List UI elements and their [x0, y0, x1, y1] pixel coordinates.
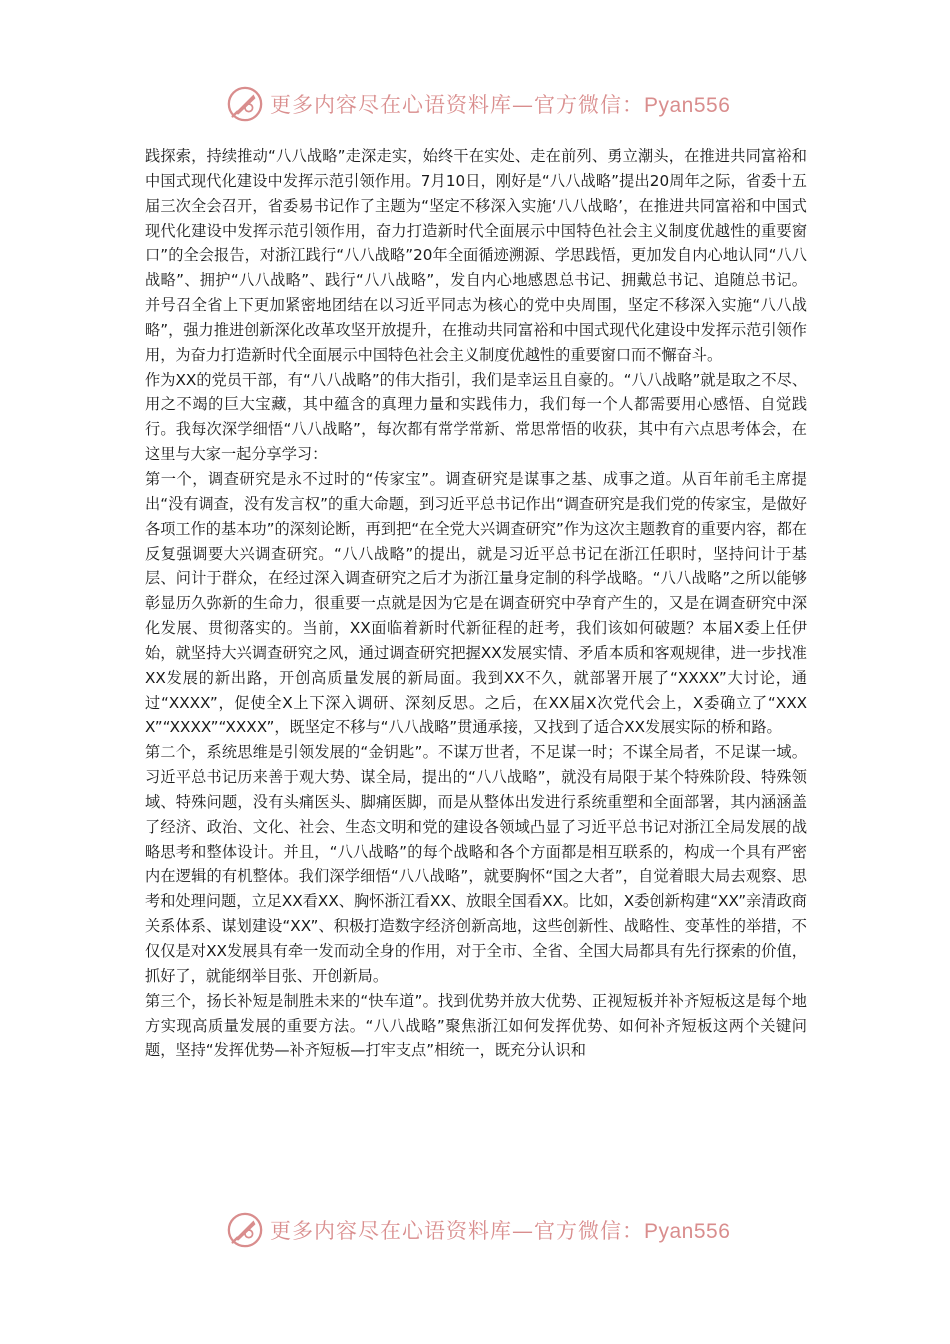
header-banner-wechat: Pyan556	[644, 94, 731, 117]
quill-logo-icon	[226, 1211, 264, 1249]
header-watermark-banner	[226, 82, 731, 126]
footer-banner-wechat: Pyan556	[644, 1220, 731, 1243]
paragraph-5: 第三个，扬长补短是制胜未来的“快车道”。找到优势并放大优势、正视短板并补齐短板这是每个地方实现高质量发展的重要方法。“八八战略”聚焦浙江如何发挥优势、如何补齐短板这两个关键问题，坚持“发挥优势—补齐短板—打牢支点”相统一，既充分认识和	[145, 991, 807, 1060]
document-body	[145, 144, 807, 1063]
paragraph-2: 作为XX的党员干部，有“八八战略”的伟大指引，我们是幸运且自豪的。“八八战略”就是取之不尽、用之不竭的巨大宝藏，其中蕴含的真理力量和实践伟力，我们每一个人都需要用心感悟、自觉践行。我每次深学细悟“八八战略”，每次都有常学常新、常思常悟的收获，其中有六点思考体会，在这里与大家一起分享学习：	[145, 370, 807, 464]
quill-logo-icon	[226, 85, 264, 123]
paragraph-4: 第二个，系统思维是引领发展的“金钥匙”。不谋万世者，不足谋一时；不谋全局者，不足谋一域。习近平总书记历来善于观大势、谋全局，提出的“八八战略”，就没有局限于某个特殊阶段、特殊领域、特殊问题，没有头痛医头、脚痛医脚，而是从整体出发进行系统重塑和全面部署，其内涵涵盖了经济、政治、文化、社会、生态文明和党的建设各领域凸显了习近平总书记对浙江全局发展的战略思考和整体设计。并且，“八八战略”的每个战略和各个方面都是相互联系的，构成一个具有严密内在逻辑的有机整体。我们深学细悟“八八战略”，就要胸怀“国之大者”，自觉着眼大局去观察、思考和处理问题，立足XX看XX、胸怀浙江看XX、放眼全国看XX。比如，X委创新构建“XX”亲清政商关系体系、谋划建设“XX”、积极打造数字经济创新高地，这些创新性、战略性、变革性的举措，不仅仅是对XX发展具有牵一发而动全身的作用，对于全市、全省、全国大局都具有先行探索的价值，抓好了，就能纲举目张、开创新局。	[145, 743, 807, 985]
paragraph-1: 践探索，持续推动“八八战略”走深走实，始终干在实处、走在前列、勇立潮头，在推进共同富裕和中国式现代化建设中发挥示范引领作用。7月10日，刚好是“八八战略”提出20周年之际，省委十五届三次全会召开，省委易书记作了主题为“坚定不移深入实施‘八八战略’，在推进共同富裕和中国式现代化建设中发挥示范引领作用，奋力打造新时代全面展示中国特色社会主义制度优越性的重要窗口”的全会报告，对浙江践行“八八战略”20年全面循迹溯源、学思践悟，更加发自内心地认同“八八战略”、拥护“八八战略”、践行“八八战略”，发自内心地感恩总书记、拥戴总书记、追随总书记。并号召全省上下更加紧密地团结在以习近平同志为核心的党中央周围，坚定不移深入实施“八八战略”，强力推进创新深化改革攻坚开放提升，在推动共同富裕和中国式现代化建设中发挥示范引领作用，为奋力打造新时代全面展示中国特色社会主义制度优越性的重要窗口而不懈奋斗。	[145, 147, 807, 364]
footer-watermark-banner	[226, 1208, 731, 1252]
header-banner-text: 更多内容尽在心语资料库—官方微信：	[270, 93, 644, 117]
footer-banner-text: 更多内容尽在心语资料库—官方微信：	[270, 1219, 644, 1243]
paragraph-3: 第一个，调查研究是永不过时的“传家宝”。调查研究是谋事之基、成事之道。从百年前毛主席提出“没有调查，没有发言权”的重大命题，到习近平总书记作出“调查研究是我们党的传家宝，是做好各项工作的基本功”的深刻论断，再到把“在全党大兴调查研究”作为这次主题教育的重要内容，都在反复强调要大兴调查研究。“八八战略”的提出，就是习近平总书记在浙江任职时，坚持问计于基层、问计于群众，在经过深入调查研究之后才为浙江量身定制的科学战略。“八八战略”之所以能够彰显历久弥新的生命力，很重要一点就是因为它是在调查研究中孕育产生的，又是在调查研究中深化发展、贯彻落实的。当前，XX面临着新时代新征程的赶考，我们该如何破题？本届X委上任伊始，就坚持大兴调查研究之风，通过调查研究把握XX发展实情、矛盾本质和客观规律，进一步找准XX发展的新出路，开创高质量发展的新局面。我到XX不久，就部署开展了“XXXX”大讨论，通过“XXXX”，促使全X上下深入调研、深刻反思。之后，在XX届X次党代会上，X委确立了“XXXX”“XXXX”“XXXX”，既坚定不移与“八八战略”贯通承接，又找到了适合XX发展实际的桥和路。	[145, 469, 807, 737]
